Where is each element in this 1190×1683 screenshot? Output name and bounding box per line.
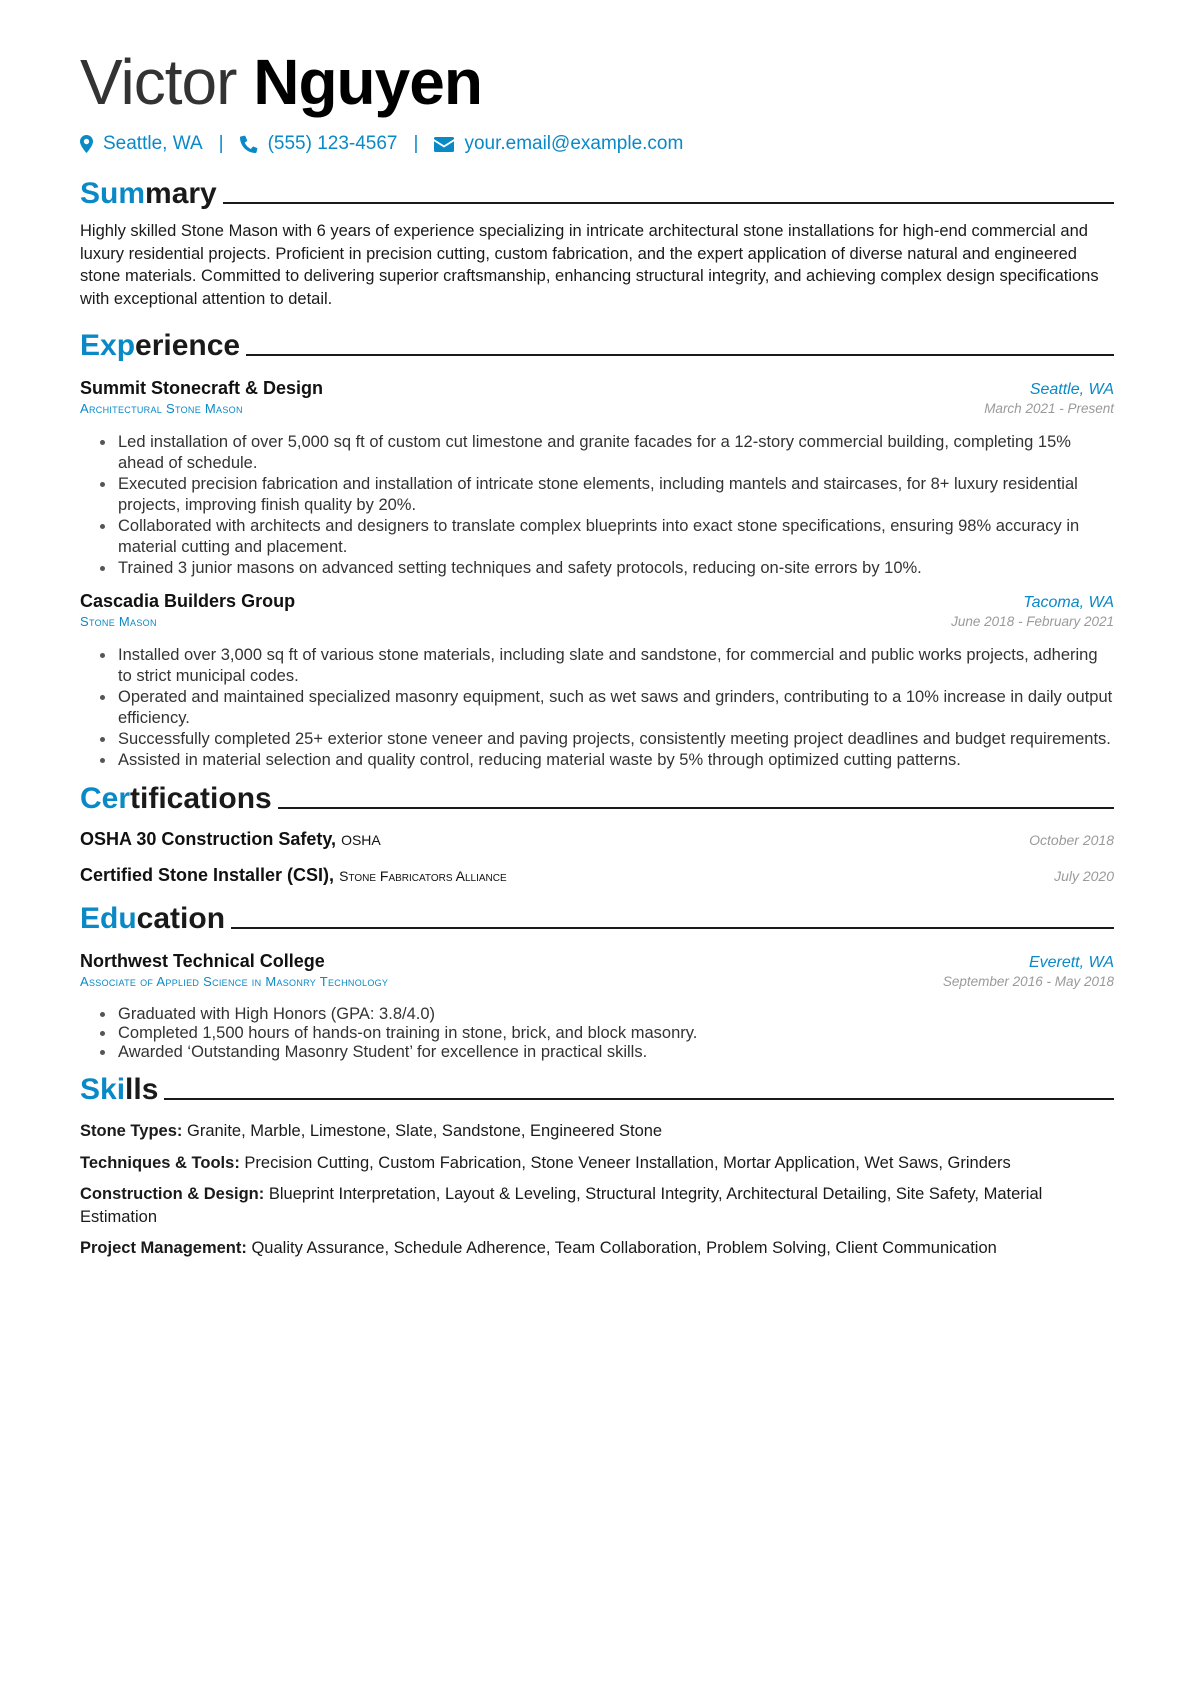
section-title: Experience	[80, 329, 241, 362]
job-location: Tacoma, WA	[1023, 594, 1114, 611]
bullet-item: • Completed 1,500 hours of hands-on training in stone, brick, and block masonry.	[116, 1024, 1114, 1043]
bullet-item: • Executed precision fabrication and installation of intricate stone elements, including mantels and staircases, for 8+ luxury residential projects, improving finish quality by 20%.	[116, 474, 1114, 516]
phone-text: (555) 123-4567	[267, 133, 398, 154]
section-rule	[231, 927, 1114, 929]
bullet-item: • Awarded ‘Outstanding Masonry Student’ for excellence in practical skills.	[116, 1043, 1114, 1062]
bullet-item: • Collaborated with architects and designers to translate complex blueprints into exact stone specifications, ensuring 98% accuracy in material cutting and placement.	[116, 516, 1114, 558]
bullet-item: • Led installation of over 5,000 sq ft of custom cut limestone and granite facades for a 12-story commercial building, completing 15% ahead of schedule.	[116, 432, 1114, 474]
certification-item: Certified Stone Installer (CSI), Stone Fabricators Alliance July 2020	[80, 865, 1114, 885]
contact-email[interactable]	[434, 133, 683, 155]
school-location: Everett, WA	[1028, 954, 1114, 971]
certification-name: OSHA 30 Construction Safety	[80, 829, 332, 849]
company-name: Summit Stonecraft & Design	[80, 378, 324, 398]
skill-row	[80, 1237, 1114, 1260]
contact-separator: |	[413, 133, 419, 154]
certification-date: October 2018	[1029, 832, 1114, 848]
skill-row	[80, 1183, 1114, 1228]
education-dates: September 2016 - May 2018	[942, 974, 1114, 989]
section-rule	[278, 807, 1114, 809]
section-title: Certifications	[80, 782, 272, 815]
education-heading	[80, 897, 1114, 937]
education-entry	[80, 951, 1114, 1062]
certification-issuer: OSHA	[341, 832, 381, 848]
section-title: Summary	[80, 177, 217, 210]
bullet-item: • Installed over 3,000 sq ft of various stone materials, including slate and sandstone, for commercial and public works projects, adhering to strict municipal codes.	[116, 645, 1114, 687]
bullet-item: • Successfully completed 25+ exterior stone veneer and paving projects, consistently meeting project deadlines and budget requirements.	[116, 729, 1114, 750]
skill-value: Quality Assurance, Schedule Adherence, Team Collaboration, Problem Solving, Client Communication	[251, 1239, 997, 1257]
job-location: Seattle, WA	[1029, 381, 1114, 398]
job-entry	[80, 378, 1114, 579]
summary-text: Highly skilled Stone Mason with 6 years of experience specializing in intricate architectural stone installations for high-end commercial and luxury residential projects. Proficient in precision cutting, custom fabrication, and the expert application of diverse natural and engineered stone materials. Committed to delivering superior craftsmanship, enhancing structural integrity, and achieving complex design specifications with exceptional attention to detail.	[80, 222, 1099, 308]
skill-label: Stone Types:	[80, 1122, 183, 1140]
map-marker-icon	[80, 135, 93, 153]
job-bullets	[80, 645, 1114, 771]
certification-name: Certified Stone Installer (CSI)	[80, 865, 330, 885]
skill-label: Construction & Design:	[80, 1185, 265, 1203]
certifications-heading	[80, 777, 1114, 817]
contact-location	[80, 133, 203, 155]
certification-item: OSHA 30 Construction Safety, OSHA October 2018	[80, 829, 1114, 849]
school-name: Northwest Technical College	[80, 951, 325, 971]
company-name: Cascadia Builders Group	[80, 591, 296, 611]
certification-issuer: Stone Fabricators Alliance	[339, 868, 507, 884]
job-bullets	[80, 432, 1114, 579]
section-title: Skills	[80, 1073, 159, 1106]
first-name: Victor	[80, 46, 237, 118]
education-bullets	[80, 1005, 1114, 1062]
email-text: your.email@example.com	[464, 133, 684, 154]
skill-value: Blueprint Interpretation, Layout & Leveling, Structural Integrity, Architectural Detailing, Site Safety, Material Estimation	[80, 1185, 1043, 1226]
section-rule	[246, 354, 1114, 356]
job-dates: March 2021 - Present	[984, 401, 1114, 416]
skill-label: Techniques & Tools:	[80, 1153, 240, 1172]
contact-separator: |	[218, 133, 224, 154]
bullet-item: • Assisted in material selection and quality control, reducing material waste by 5% through optimized cutting patterns.	[116, 750, 1114, 771]
section-rule	[223, 202, 1114, 204]
location-text: Seattle, WA	[103, 133, 203, 154]
certification-date: July 2020	[1054, 868, 1114, 884]
bullet-item: • Operated and maintained specialized masonry equipment, such as wet saws and grinders, contributing to a 10% increase in daily output efficiency.	[116, 687, 1114, 729]
candidate-name	[80, 38, 1114, 126]
skills-heading	[80, 1068, 1114, 1108]
job-dates: June 2018 - February 2021	[951, 614, 1114, 629]
skill-value: Granite, Marble, Limestone, Slate, Sandstone, Engineered Stone	[186, 1122, 663, 1140]
contact-bar	[80, 128, 1114, 160]
envelope-icon	[434, 137, 454, 152]
section-rule	[164, 1098, 1114, 1100]
last-name: Nguyen	[253, 46, 482, 118]
section-title: Education	[80, 902, 226, 935]
contact-phone[interactable]	[240, 133, 398, 155]
experience-heading	[80, 324, 1114, 364]
job-entry	[80, 591, 1114, 771]
job-role: Stone Mason	[80, 614, 157, 629]
bullet-item: • Trained 3 junior masons on advanced setting techniques and safety protocols, reducing on-site errors by 10%.	[116, 558, 1114, 579]
skill-row	[80, 1152, 1114, 1175]
bullet-item: • Graduated with High Honors (GPA: 3.8/4.0)	[116, 1005, 1114, 1024]
degree-name: Associate of Applied Science in Masonry Technology	[80, 974, 389, 989]
summary-heading	[80, 172, 1114, 212]
skill-value: Precision Cutting, Custom Fabrication, Stone Veneer Installation, Mortar Application, Wet Saws, Grinders	[244, 1153, 1011, 1172]
phone-icon	[240, 135, 258, 153]
skill-row	[80, 1120, 1114, 1143]
skill-label: Project Management:	[80, 1239, 247, 1257]
job-role: Architectural Stone Mason	[80, 401, 243, 416]
